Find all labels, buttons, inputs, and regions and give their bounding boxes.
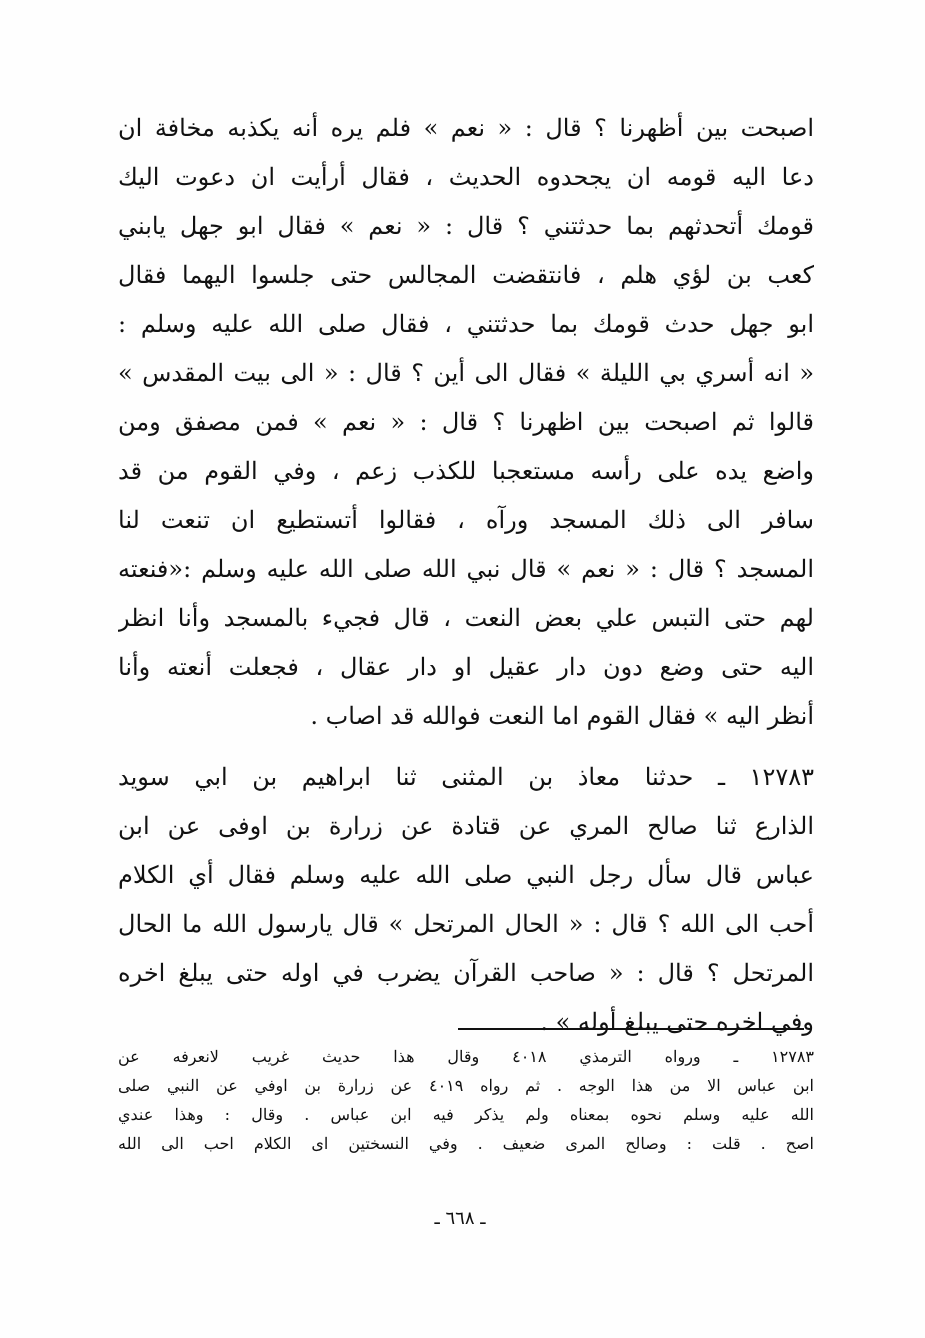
text-line: أحب الى الله ؟ قال : « الحال المرتحل » قال يارسول الله ما الحال (118, 910, 814, 938)
main-text (118, 104, 814, 1047)
footnote-divider (458, 1028, 804, 1030)
text-line: واضع يده على رأسه مستعجبا للكذب زعم ، وفي القوم من قد (118, 457, 814, 485)
text-line: اليه حتى وضع دون دار عقيل او دار عقال ، فجعلت أنعته وأنا (118, 653, 814, 681)
text-line: لهم حتى التبس علي بعض النعت ، قال فجيء بالمسجد وأنا انظر (118, 604, 814, 632)
text-line: وفي اخره حتى يبلغ أوله » . (540, 1008, 814, 1036)
hadith-heading-line: ١٢٧٨٣ ـ حدثنا معاذ بن المثنى ثنا ابراهيم بن ابي سويد (118, 763, 814, 791)
footnote-block (118, 1042, 814, 1158)
paragraph-hadith-12783 (118, 753, 814, 1047)
text-line: دعا اليه قومه ان يجحدوه الحديث ، فقال أرأيت ان دعوت اليك (118, 163, 814, 191)
footnote-line: ١٢٧٨٣ ـ ورواه الترمذي ٤٠١٨ وقال هذا حديث غريب لانعرفه عن (118, 1047, 814, 1066)
text-line: المرتحل ؟ قال : « صاحب القرآن يضرب في اوله حتى يبلغ اخره (118, 959, 814, 987)
text-line: اصبحت بين أظهرنا ؟ قال : « نعم » فلم يره أنه يكذبه مخافة ان (118, 114, 814, 142)
footnote-line: الله عليه وسلم نحوه بمعناه ولم يذكر فيه ابن عباس . وقال : وهذا عندي (118, 1105, 814, 1124)
paragraph-narrative (118, 104, 814, 741)
text-line: كعب بن لؤي هلم ، فانتقضت المجالس حتى جلسوا اليهما فقال (118, 261, 814, 289)
footnote-line: ابن عباس الا من هذا الوجه . ثم رواه ٤٠١٩ عن زرارة بن اوفي عن النبي صلى (118, 1076, 814, 1095)
text-line: المسجد ؟ قال : « نعم » قال نبي الله صلى الله عليه وسلم :«فنعته (118, 555, 814, 583)
text-line: الذارع ثنا صالح المري عن قتادة عن زرارة بن اوفى عن ابن (118, 812, 814, 840)
text-line: قومك أتحدثهم بما حدثتني ؟ قال : « نعم » فقال ابو جهل يابني (118, 212, 814, 240)
page-number: ـ ٦٦٨ ـ (434, 1208, 486, 1229)
text-line: عباس قال سأل رجل النبي صلى الله عليه وسلم فقال أي الكلام (118, 861, 814, 889)
text-line: ابو جهل حدث قومك بما حدثتني ، فقال صلى الله عليه وسلم : (118, 310, 814, 338)
text-line: سافر الى ذلك المسجد ورآه ، فقالوا أتستطيع ان تنعت لنا (118, 506, 814, 534)
text-line: قالوا ثم اصبحت بين اظهرنا ؟ قال : « نعم » فمن مصفق ومن (118, 408, 814, 436)
text-line: أنظر اليه » فقال القوم اما النعت فوالله قد اصاب . (310, 702, 814, 730)
footnote-line: اصح . قلت : وصالح المرى ضعيف . وفي النسختين اى الكلام احب الى الله (118, 1134, 814, 1153)
text-line: « انه أسري بي الليلة » فقال الى أين ؟ قال : « الى بيت المقدس » (118, 359, 814, 387)
